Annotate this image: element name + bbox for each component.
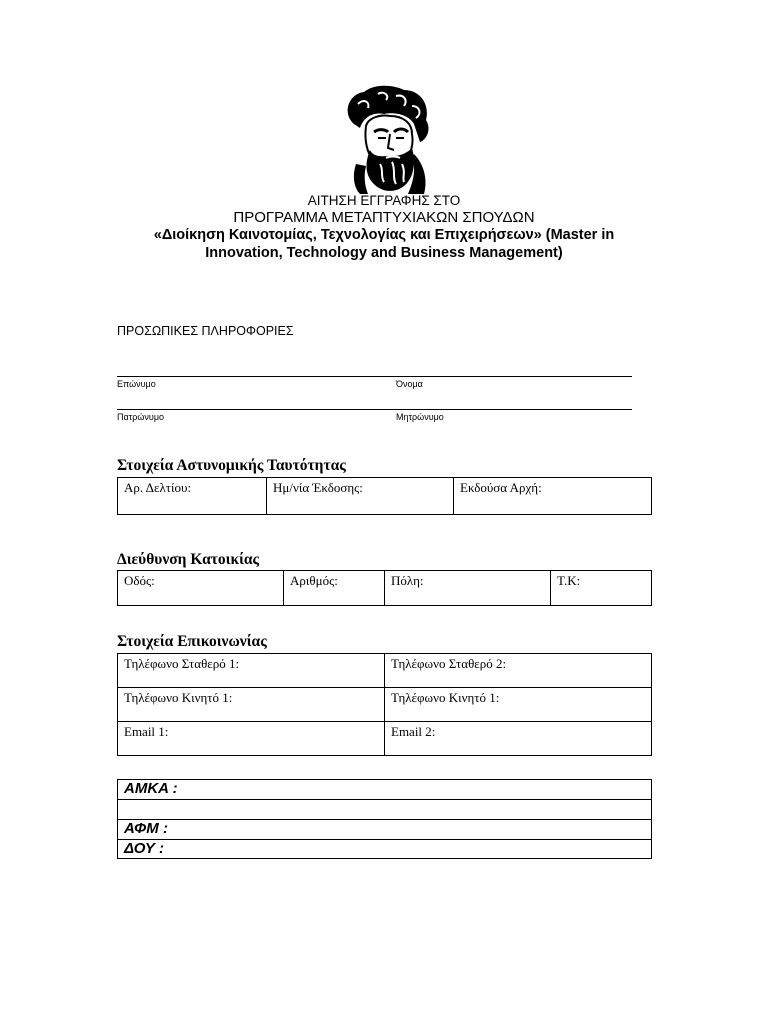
amka-field[interactable] [118,780,652,800]
father-name-label: Πατρώνυμο [117,412,165,422]
zip-code-field[interactable] [551,571,652,606]
philosopher-bust-logo [334,84,436,196]
mobile-1-label: Τηλέφωνο Κινητό 1: [124,690,233,705]
name-label: Όνομα [396,379,423,389]
street-label: Οδός: [124,573,155,588]
street-number-field[interactable] [284,571,385,606]
mother-name-label: Μητρώνυμο [396,412,444,422]
landline-2-label: Τηλέφωνο Σταθερό 2: [391,656,507,671]
title-line-3: «Διοίκηση Καινοτομίας, Τεχνολογίας και Επιχειρήσεων» (Master in [153,227,615,243]
issuing-authority-label: Εκδούσα Αρχή: [460,480,542,495]
city-label: Πόλη: [391,573,424,588]
issuing-authority-field[interactable] [454,478,652,515]
street-number-label: Αριθμός: [290,573,338,588]
email-1-label: Email 1: [124,724,169,739]
issue-date-label: Ημ/νία Έκδοσης: [273,480,363,495]
address-table [117,570,652,606]
landline-2-field[interactable] [385,654,652,688]
amka-label: ΑΜΚΑ : [124,780,178,797]
afm-label: ΑΦΜ : [124,820,168,837]
mobile-2-label: Τηλέφωνο Κινητό 1: [391,690,500,705]
personal-info-heading: ΠΡΟΣΩΠΙΚΕΣ ΠΛΗΡΟΦΟΡΙΕΣ [117,324,294,338]
identifiers-table [117,779,652,859]
landline-1-field[interactable] [118,654,385,688]
surname-name-line[interactable] [117,376,632,377]
email-2-label: Email 2: [391,724,436,739]
doy-field[interactable] [118,840,652,859]
surname-label: Επώνυμο [117,379,156,389]
afm-field[interactable] [118,820,652,840]
title-line-2: ΠΡΟΓΡΑΜΜΑ ΜΕΤΑΠΤΥΧΙΑΚΩΝ ΣΠΟΥΔΩΝ [233,209,535,226]
blank-row[interactable] [118,800,652,820]
issue-date-field[interactable] [267,478,454,515]
mobile-2-field[interactable] [385,688,652,722]
father-mother-line[interactable] [117,409,632,410]
contact-table [117,653,652,756]
contact-heading: Στοιχεία Επικοινωνίας [117,633,267,650]
address-heading: Διεύθυνση Κατοικίας [117,551,260,568]
title-line-4: Innovation, Technology and Business Management) [205,245,563,261]
id-card-table [117,477,652,515]
street-field[interactable] [118,571,284,606]
city-field[interactable] [385,571,551,606]
id-number-label: Αρ. Δελτίου: [124,480,192,495]
mobile-1-field[interactable] [118,688,385,722]
title-line-1: ΑΙΤΗΣΗ ΕΓΓΡΑΦΗΣ ΣΤΟ [307,193,461,208]
zip-code-label: Τ.Κ: [557,573,581,588]
landline-1-label: Τηλέφωνο Σταθερό 1: [124,656,240,671]
doy-label: ΔΟΥ : [124,840,164,857]
id-card-heading: Στοιχεία Αστυνομικής Ταυτότητας [117,457,346,474]
email-1-field[interactable] [118,722,385,756]
id-number-field[interactable] [118,478,267,515]
email-2-field[interactable] [385,722,652,756]
